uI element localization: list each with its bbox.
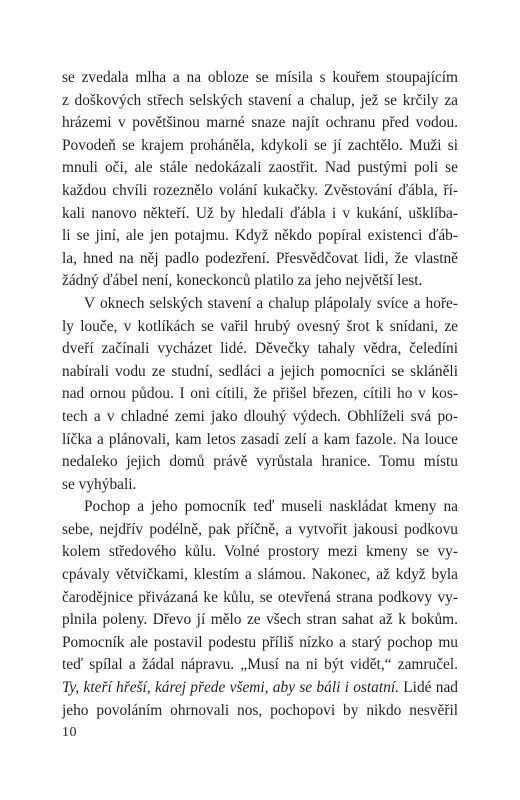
text-line: plnila poleny. Dřevo jí mělo ze všech stran sahat až k bokům. bbox=[62, 611, 458, 629]
italic-quote: Ty, kteří hřeší, kárej přede všemi, aby se báli i ostatní. bbox=[62, 679, 399, 697]
text-line: nedaleko jejich domů právě vyrůstala hranice. Tomu místu bbox=[62, 453, 458, 471]
paragraph-2 bbox=[62, 293, 458, 496]
text-line: jeho povoláním ohrnovali nos, pochopovi by nikdo nesvěřil bbox=[62, 701, 458, 719]
text-line: nabírali vodu ze studní, sedláci a jejich pomocníci se skláněli bbox=[62, 362, 458, 380]
text-line: kolem středového kůlu. Volné prostory mezi kmeny se vy- bbox=[62, 543, 458, 561]
text-line: žádný ďábel není, koneckonců platilo za jeho největší lest. bbox=[62, 272, 423, 290]
text-line: Pomocník ale postavil podestu příliš nízko a starý pochop mu bbox=[62, 633, 458, 651]
text-line: hrázemi v povětšinou marné snaze najít ochranu před vodou. bbox=[62, 114, 458, 132]
text-line: V oknech selských stavení a chalup plápolaly svíce a hoře- bbox=[84, 294, 458, 312]
text-line: nad ornou půdou. I oni cítili, že přišel březen, cítili ho v kos- bbox=[62, 385, 458, 403]
text-line: kali nanovo někteří. Už by hledali ďábla i v kukání, ušklíba- bbox=[62, 204, 458, 222]
text-line: mnuli oči, ale stále nedokázali zaostřit. Nad pustými poli se bbox=[62, 159, 458, 177]
text-line: cpávaly větvičkami, klestím a slámou. Nakonec, až když byla bbox=[62, 566, 458, 584]
body-text bbox=[62, 67, 458, 722]
text-line: líčka a plánovali, kam letos zasadí zelí a kam fazole. Na louce bbox=[62, 430, 458, 448]
text-line: teď spílal a žádal nápravu. „Musí na ni být vidět,“ zamručel. bbox=[62, 656, 458, 674]
text-line: každou chvíli rozeznělo volání kukačky. Zvěstování ďábla, ří- bbox=[62, 181, 458, 199]
text-line: z doškových střech selských stavení a chalup, jež se krčily za bbox=[62, 91, 458, 109]
text-line: Pochop a jeho pomocník teď museli naskládat kmeny na bbox=[84, 498, 458, 516]
paragraph-1 bbox=[62, 67, 458, 293]
text-line: la, hned na něj padlo podezření. Přesvědčovat lidi, že vlastně bbox=[62, 249, 458, 267]
text-line: ly louče, v kotlíkách se vařil hrubý ovesný šrot k snídani, ze bbox=[62, 317, 458, 335]
page-number: 10 bbox=[62, 725, 77, 740]
text-line: se zvedala mlha a na obloze se mísila s kouřem stoupajícím bbox=[62, 69, 458, 86]
text-line: Povodeň se krajem proháněla, kdykoli se jí zachtělo. Muži si bbox=[62, 136, 458, 154]
text-line bbox=[62, 677, 458, 700]
text-line: dveří začínali vycházet lidé. Děvečky tahaly vědra, čeledíni bbox=[62, 340, 458, 358]
text-line: sebe, nejdřív podélně, pak příčně, a vytvořit jakousi podkovu bbox=[62, 520, 458, 538]
text-fragment: Lidé nad bbox=[398, 679, 458, 697]
text-line: se vyhýbali. bbox=[62, 475, 137, 493]
text-line: tech a v chladné zemi jako dlouhý výdech. Obhlíželi svá po- bbox=[62, 407, 458, 425]
text-line: čarodějnice přivázaná ke kůlu, se otevřená strana podkovy vy- bbox=[62, 588, 458, 606]
paragraph-3 bbox=[62, 496, 458, 722]
text-line: li se jiní, ale jen potajmu. Když někdo popíral existenci ďáb- bbox=[62, 227, 458, 245]
